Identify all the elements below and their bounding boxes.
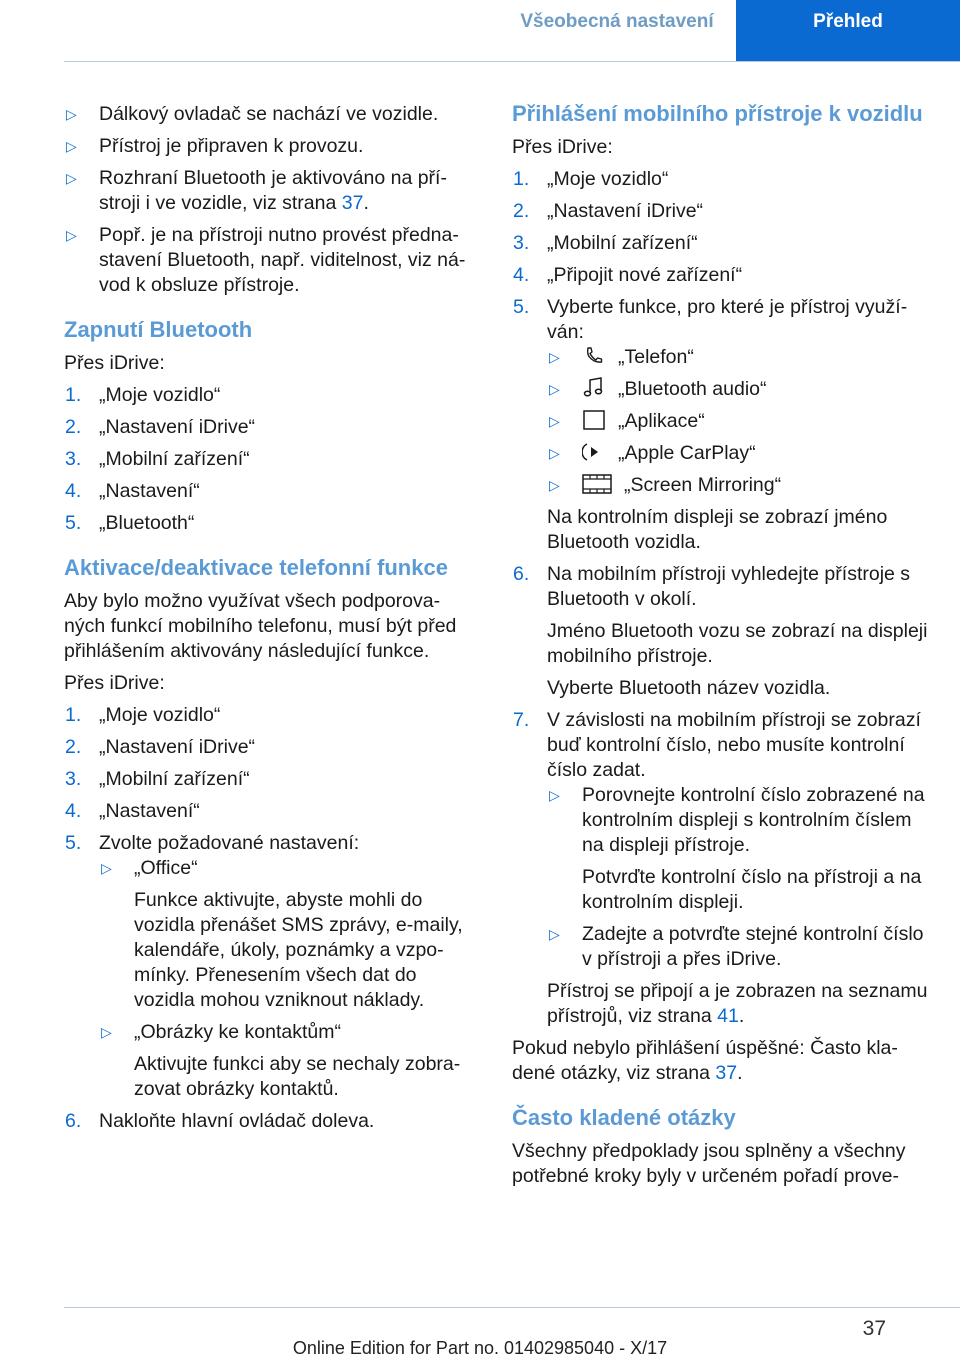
- steps-list: [64, 703, 474, 1134]
- step-text: Na mobilním přístroji vyhledejte přístroje s Bluetooth v okolí.: [547, 563, 911, 610]
- step-number: 2.: [513, 200, 530, 222]
- section-heading: Zapnutí Bluetooth: [64, 317, 253, 342]
- step-text: Zvolte požadované nastavení:: [99, 832, 360, 854]
- paragraph: Pokud nebylo přihlášení úspěšné: Často kladené otázky, viz strana: [512, 1037, 898, 1084]
- step-text: V závislosti na mobilním přístroji se zobrazí buď kontrolní číslo, nebo musíte kontrolní číslo zadat.: [547, 709, 921, 781]
- triangle-bullet-icon: ▷: [549, 445, 560, 461]
- tab-section-label: Všeobecná nastavení: [520, 10, 714, 32]
- section-heading: Aktivace/deaktivace telefonní funkce: [64, 555, 448, 580]
- paragraph: Všechny předpoklady jsou splněny a všechny potřebné kroky byly v určeném pořadí prove-: [512, 1140, 906, 1187]
- step-item: [64, 383, 474, 408]
- list-item: [64, 134, 474, 159]
- step-item: [512, 199, 930, 224]
- paragraph: Aby bylo možno využívat všech podporovaných funkcí mobilního telefonu, musí být před přihlášením aktivovány následující funkce.: [64, 590, 457, 662]
- app-square-icon: [582, 409, 606, 431]
- step-item: [64, 415, 474, 440]
- option-item: [547, 922, 930, 972]
- list-item: [64, 223, 474, 298]
- function-label: „Bluetooth audio“: [618, 378, 767, 400]
- step-item: [64, 511, 474, 536]
- tab-section[interactable]: [498, 0, 736, 62]
- section-heading: Často kladené otázky: [512, 1105, 736, 1130]
- step-text: „Nastavení iDrive“: [99, 416, 256, 438]
- triangle-bullet-icon: ▷: [66, 227, 77, 243]
- carplay-play-icon: [582, 441, 606, 463]
- step-number: 2.: [65, 736, 82, 758]
- steps-list: [512, 167, 930, 1029]
- step-text: „Nastavení iDrive“: [99, 736, 256, 758]
- prerequisite-list: [64, 102, 474, 298]
- step-item: [64, 447, 474, 472]
- step-note: Na kontrolním displeji se zobrazí jméno Bluetooth vozidla.: [547, 506, 888, 553]
- step-number: 7.: [513, 709, 530, 731]
- option-title: „Obrázky ke kontaktům“: [134, 1021, 341, 1043]
- triangle-bullet-icon: ▷: [549, 413, 560, 429]
- step-number: 4.: [513, 264, 530, 286]
- option-item: [547, 783, 930, 915]
- option-item: [99, 1020, 474, 1102]
- section-heading: Přihlášení mobilního přístroje k vozidlu: [512, 101, 923, 126]
- step-text: Nakloňte hlavní ovládač doleva.: [99, 1110, 375, 1132]
- intro-text: Přes iDrive:: [64, 672, 165, 694]
- step-item: [512, 263, 930, 288]
- list-item: [64, 102, 474, 127]
- footer-divider: [64, 1307, 960, 1308]
- function-item: [547, 345, 930, 370]
- step-item: [512, 562, 930, 701]
- function-label: „Apple CarPlay“: [618, 442, 756, 464]
- option-title: „Office“: [134, 857, 198, 879]
- functions-list: [547, 345, 930, 498]
- options-list: [547, 783, 930, 972]
- page-link[interactable]: 41: [717, 1005, 739, 1027]
- triangle-bullet-icon: ▷: [549, 926, 560, 942]
- step-number: 5.: [65, 832, 82, 854]
- list-item-text: .: [363, 192, 369, 214]
- paragraph: .: [737, 1062, 743, 1084]
- step-text: „Nastavení“: [99, 800, 200, 822]
- step-number: 6.: [513, 563, 530, 585]
- step-number: 3.: [65, 768, 82, 790]
- step-item: [512, 231, 930, 256]
- tab-overview-label: Přehled: [813, 10, 883, 32]
- music-note-icon: [582, 377, 606, 399]
- step-text: „Mobilní zařízení“: [547, 232, 698, 254]
- option-description: Funkce aktivujte, abyste mohli do vozidla přenášet SMS zprávy, e-maily, kalendáře, úkoly, poznámky a vzpomínky. Přenesením všech dat do vozidla mohou vzniknout náklady.: [134, 889, 463, 1011]
- function-label: „Aplikace“: [618, 410, 705, 432]
- step-text: „Mobilní zařízení“: [99, 448, 250, 470]
- function-item: [547, 377, 930, 402]
- step-item: [512, 167, 930, 192]
- triangle-bullet-icon: ▷: [66, 170, 77, 186]
- function-item: [547, 441, 930, 466]
- step-number: 3.: [65, 448, 82, 470]
- triangle-bullet-icon: ▷: [549, 349, 560, 365]
- option-note: Potvrďte kontrolní číslo na přístroji a na kontrolním displeji.: [582, 866, 922, 913]
- list-item-text: Popř. je na přístroji nutno provést přednastavení Bluetooth, např. viditelnost, viz návod k obsluze přístroje.: [99, 224, 466, 296]
- step-text: „Moje vozidlo“: [99, 704, 221, 726]
- function-label: „Telefon“: [618, 346, 694, 368]
- triangle-bullet-icon: ▷: [66, 106, 77, 122]
- list-item: [64, 166, 474, 216]
- page-link[interactable]: 37: [341, 192, 364, 214]
- header-bar: [0, 0, 960, 62]
- step-number: 1.: [513, 168, 530, 190]
- triangle-bullet-icon: ▷: [549, 381, 560, 397]
- list-item-text: Dálkový ovladač se nachází ve vozidle.: [99, 103, 439, 125]
- step-number: 4.: [65, 800, 82, 822]
- step-item: [512, 708, 930, 1029]
- step-item: [64, 703, 474, 728]
- function-item: [547, 409, 930, 434]
- step-number: 5.: [65, 512, 82, 534]
- step-text: „Připojit nové zařízení“: [547, 264, 743, 286]
- phone-icon: [582, 345, 606, 367]
- options-list: [99, 856, 474, 1102]
- step-number: 5.: [513, 296, 530, 318]
- step-text: „Mobilní zařízení“: [99, 768, 250, 790]
- list-item-text: Rozhraní Bluetooth je aktivováno na přístroji i ve vozidle, viz strana: [99, 167, 447, 214]
- step-note: Vyberte Bluetooth název vozidla.: [547, 677, 831, 699]
- triangle-bullet-icon: ▷: [101, 860, 112, 876]
- option-item: [99, 856, 474, 1013]
- step-text: „Moje vozidlo“: [547, 168, 669, 190]
- left-column: [64, 102, 474, 1141]
- triangle-bullet-icon: ▷: [66, 138, 77, 154]
- option-text: Zadejte a potvrďte stejné kontrolní číslo v přístroji a přes iDrive.: [582, 923, 924, 970]
- step-item: [512, 295, 930, 555]
- tab-overview[interactable]: [736, 0, 960, 62]
- step-note: Jméno Bluetooth vozu se zobrazí na displeji mobilního přístroje.: [547, 620, 928, 667]
- step-item: [64, 831, 474, 1102]
- option-text: Porovnejte kontrolní číslo zobrazené na kontrolním displeji s kontrolním číslem na displeji přístroje.: [582, 784, 925, 856]
- intro-text: Přes iDrive:: [64, 352, 165, 374]
- function-item: [547, 473, 930, 498]
- triangle-bullet-icon: ▷: [549, 477, 560, 493]
- step-text: „Nastavení iDrive“: [547, 200, 704, 222]
- step-item: [64, 479, 474, 504]
- step-item: [64, 1109, 474, 1134]
- step-text: „Nastavení“: [99, 480, 200, 502]
- page-number: 37: [862, 1317, 886, 1340]
- header-divider: [64, 61, 960, 62]
- step-text: „Bluetooth“: [99, 512, 195, 534]
- step-number: 1.: [65, 384, 82, 406]
- step-number: 6.: [65, 1110, 82, 1132]
- step-number: 2.: [65, 416, 82, 438]
- step-number: 4.: [65, 480, 82, 502]
- step-note: .: [738, 1005, 745, 1027]
- right-column: [512, 102, 930, 1196]
- option-description: Aktivujte funkci aby se nechaly zobrazovat obrázky kontaktů.: [134, 1053, 461, 1100]
- page-link[interactable]: 37: [715, 1062, 738, 1084]
- intro-text: Přes iDrive:: [512, 136, 613, 158]
- step-number: 1.: [65, 704, 82, 726]
- screen-mirroring-icon: [582, 473, 612, 495]
- step-item: [64, 767, 474, 792]
- triangle-bullet-icon: ▷: [101, 1024, 112, 1040]
- step-item: [64, 735, 474, 760]
- steps-list: [64, 383, 474, 536]
- list-item-text: Přístroj je připraven k provozu.: [99, 135, 364, 157]
- step-text: „Moje vozidlo“: [99, 384, 221, 406]
- function-label: „Screen Mirroring“: [624, 474, 782, 496]
- step-note: Přístroj se připojí a je zobrazen na seznamu přístrojů, viz strana: [547, 980, 928, 1027]
- step-text: Vyberte funkce, pro které je přístroj využíván:: [547, 296, 908, 343]
- step-item: [64, 799, 474, 824]
- triangle-bullet-icon: ▷: [549, 787, 560, 803]
- step-number: 3.: [513, 232, 530, 254]
- edition-footer: Online Edition for Part no. 01402985040 - X/17: [292, 1338, 668, 1358]
